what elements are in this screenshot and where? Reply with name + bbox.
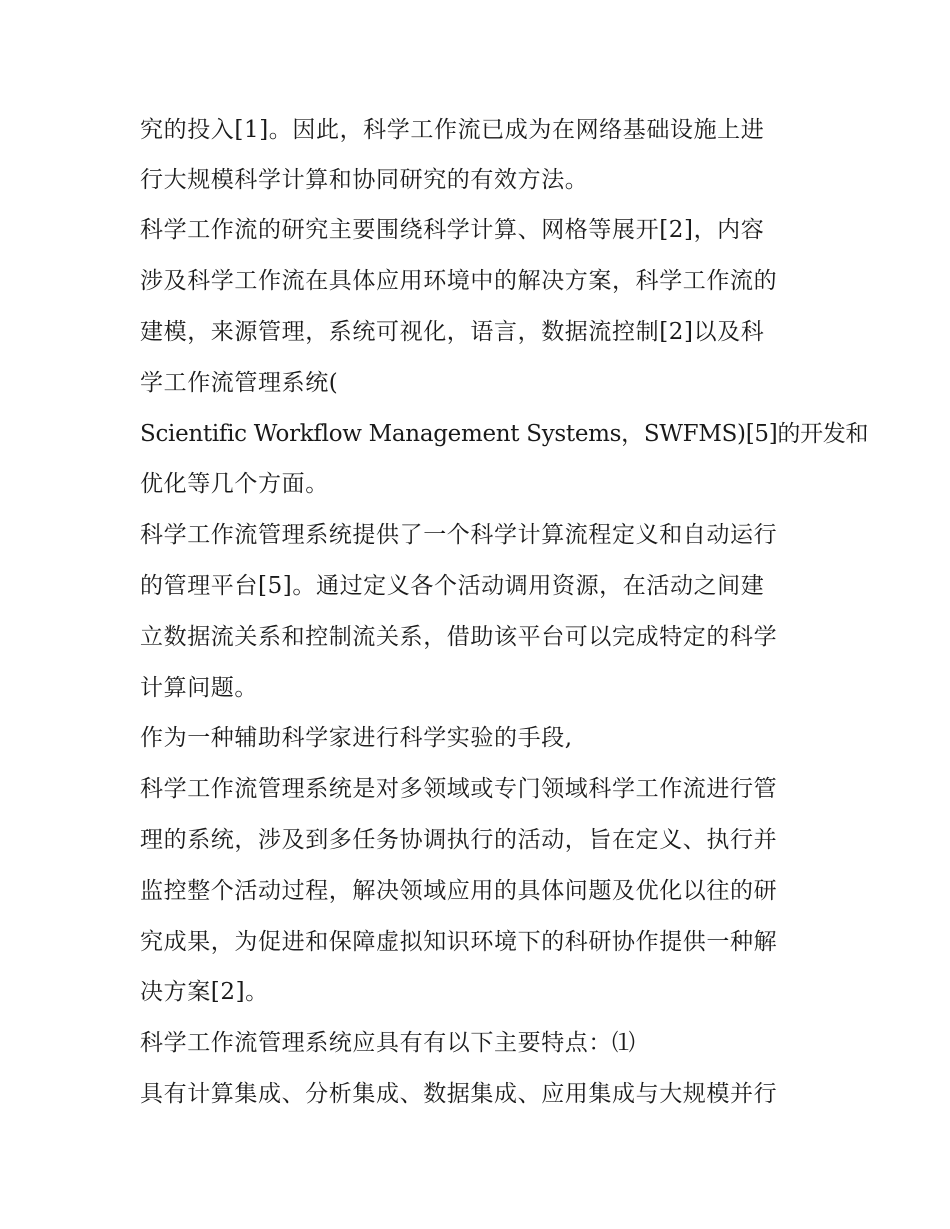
text-line-7: Scientific Workflow Management Systems，SWFMS)[5]的开发和 (140, 421, 869, 447)
text-line-2: 行大规模科学计算和协同研究的有效方法。 (140, 167, 589, 193)
text-line-8: 优化等几个方面。 (140, 471, 329, 497)
text-line-5: 建模，来源管理，系统可视化，语言，数据流控制[2]以及科 (140, 319, 765, 345)
text-line-13: 作为一种辅助科学家进行科学实验的手段, (140, 725, 573, 751)
text-line-15: 理的系统，涉及到多任务协调执行的活动，旨在定义、执行并 (140, 827, 778, 853)
text-line-16: 监控整个活动过程，解决领域应用的具体问题及优化以往的研 (140, 878, 778, 904)
text-line-19: 科学工作流管理系统应具有有以下主要特点：⑴ (140, 1030, 636, 1056)
text-line-14: 科学工作流管理系统是对多领域或专门领域科学工作流进行管 (140, 776, 778, 802)
text-line-1: 究的投入[1]。因此，科学工作流已成为在网络基础设施上进 (140, 117, 765, 143)
text-line-12: 计算问题。 (140, 675, 258, 701)
text-line-3: 科学工作流的研究主要围绕科学计算、网格等展开[2]，内容 (140, 217, 765, 243)
text-line-11: 立数据流关系和控制流关系，借助该平台可以完成特定的科学 (140, 624, 778, 650)
text-line-10: 的管理平台[5]。通过定义各个活动调用资源，在活动之间建 (140, 573, 765, 599)
text-line-17: 究成果，为促进和保障虚拟知识环境下的科研协作提供一种解 (140, 929, 778, 955)
text-line-4: 涉及科学工作流在具体应用环境中的解决方案，科学工作流的 (140, 268, 778, 294)
text-line-9: 科学工作流管理系统提供了一个科学计算流程定义和自动运行 (140, 522, 778, 548)
text-line-20: 具有计算集成、分析集成、数据集成、应用集成与大规模并行 (140, 1081, 778, 1107)
text-line-6: 学工作流管理系统( (140, 370, 339, 396)
text-line-18: 决方案[2]。 (140, 979, 269, 1005)
